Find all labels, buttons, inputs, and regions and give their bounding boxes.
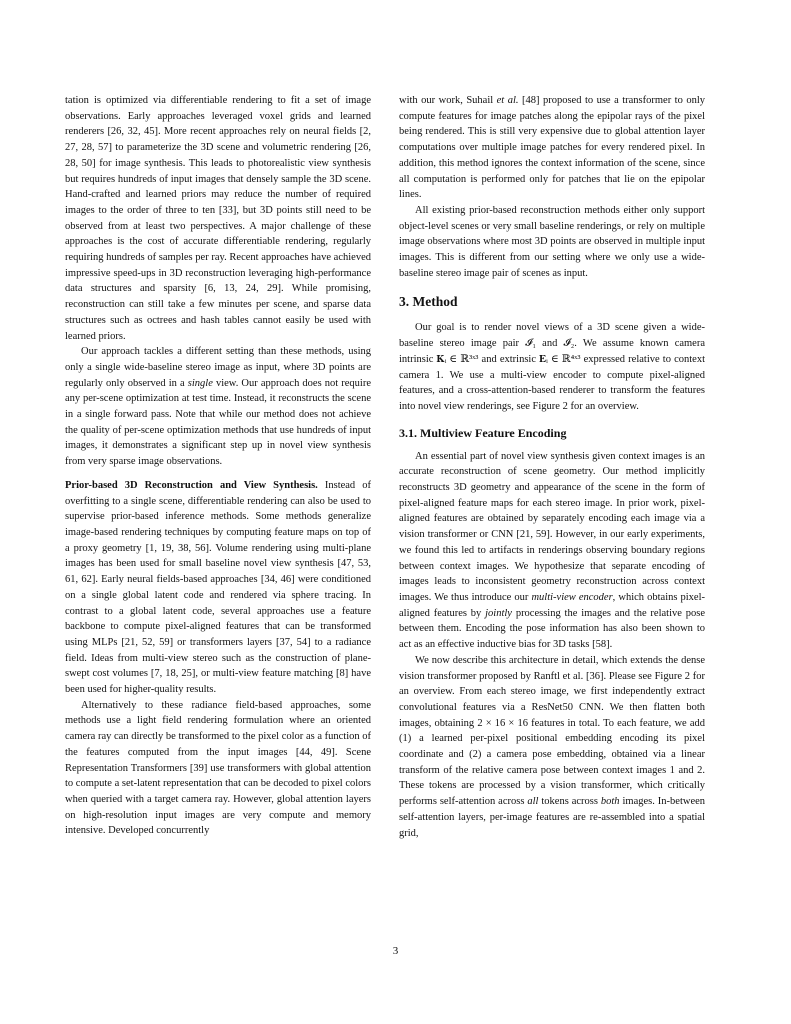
section-title: 3. Method — [399, 294, 458, 310]
paragraph: Prior-based 3D Reconstruction and View Synthesis. Instead of overfitting to a single scene, differentiable rendering can also be used to supervise prior-based inference methods. Some methods generalize image-based rendering techniques by computing feature maps on top of a proxy geometry [1, 19, 38, 56]. Volume rendering using multi-plane images has been used for small baseline novel view synthesis [47, 53, 61, 62]. Early neural fields-based approaches [34, 46] were conditioned on a single global latent code and rendered via sphere tracing. In contrast to a global latent code, several approaches use a feature backbone to compute pixel-aligned features that can be transformed using MLPs [21, 52, 59] or transformers layers [37, 54] to a radiance field. Ideas from multi-view stereo such as the construction of plane-swept cost volumes [7, 18, 25], or multi-view feature matching [8] have been used for higher-quality results. — [65, 479, 371, 696]
paragraph: tation is optimized via differentiable rendering to fit a set of image observations. Early approaches leveraged voxel grids and learned renderers [26, 32, 45]. More recent approaches rely on neural fields [2, 27, 28, 57] to parameterize the 3D scene and volumetric rendering [26, 28, 50] for image synthesis. This leads to photorealistic view synthesis but requires hundreds of input images that densely sample the 3D scene. Hand-crafted and learned priors may reduce the number of required images to the order of three to ten [33], but 3D points still need to be observed from at least two perspectives. A major challenge of these approaches is the cost of accurate differentiable rendering, regularly requiring hundreds of samples per ray. Recent approaches have achieved impressive speed-ups in 3D reconstruction leveraging high-performance data structures and sparsity [6, 13, 24, 29]. While promising, reconstruction can still take a few minutes per scene, and sparse data structures such as octrees and hash tables cannot easily be used with learned priors. — [65, 95, 371, 342]
right-column — [399, 93, 705, 841]
paragraph-heading: Prior-based 3D Reconstruction and View Synthesis. — [65, 479, 318, 491]
left-column — [65, 93, 371, 839]
page-number: 3 — [392, 945, 399, 957]
paragraph: We now describe this architecture in detail, which extends the dense vision transformer proposed by Ranftl et al. [36]. Please see Figure 2 for an overview. From each stereo image, we first independently extract convolutional features via a ResNet50 CNN. We then flatten both images, obtaining 2 × 16 × 16 features in total. To each feature, we add (1) a learned per-pixel positional embedding encoding its pixel coordinate and (2) a camera pose embedding, obtained via a linear transform of the relative camera pose between context images 1 and 2. These tokens are processed by a vision transformer, which critically performs self-attention across all tokens across both images. In-between self-attention layers, per-image features are re-assembled into a spatial grid, — [399, 654, 706, 839]
paragraph: An essential part of novel view synthesis given context images is an accurate reconstruction of scene geometry. Our method implicitly reconstructs 3D geometry and appearance of the scene in the form of pixel-aligned feature maps for each stereo image. In prior work, pixel-aligned features are obtained by separately encoding each image via a vision transformer or CNN [21, 59]. However, in our early experiments, we found this led to artifacts in renderings observing boundary regions between context images. We hypothesize that separate encoding of images leads to inconsistent geometry reconstruction across context images. We thus introduce our multi-view encoder, which obtains pixel-aligned features by jointly processing the images and the relative pose between them. Encoding the pose information has also been shown to act as an effective inductive bias for 3D tasks [58]. — [399, 450, 706, 651]
paragraph: with our work, Suhail et al. [48] proposed to use a transformer to only compute features for image patches along the epipolar rays of the pixel being rendered. This is still very expensive due to global attention layer computations over multiple image patches for every rendered pixel. In addition, this method ignores the context information of the scene, since all computation is performed only for patches that lie on the epipolar lines. — [399, 95, 705, 201]
paragraph: Our approach tackles a different setting than these methods, using only a single wide-baseline stereo image as input, where 3D points are regularly only observed in a single view. Our approach does not require any per-scene optimization at test time. Instead, it reconstructs the scene in a single forward pass. Note that while our method does not achieve the quality of per-scene optimization methods that use hundreds of input images, it demonstrates a significant step up in novel view synthesis from very sparse image observations. — [65, 346, 372, 468]
subsection-title: 3.1. Multiview Feature Encoding — [399, 425, 567, 440]
paragraph: Our goal is to render novel views of a 3D scene given a wide-baseline stereo image pair 𝓘₁ and 𝓘₂. We assume known camera intrinsic 𝐊ᵢ ∈ ℝ³ˣ³ and extrinsic 𝐄ᵢ ∈ ℝ⁴ˣ³ expressed relative to context camera 1. We use a multi-view encoder to compute pixel-aligned features, and a cross-attention-based renderer to transform the features into novel view renderings, see Figure 2 for an overview. — [399, 322, 705, 412]
paragraph: All existing prior-based reconstruction methods either only support object-level scenes or very small baseline renderings, or rely on multiple image observations where most 3D points are observed in multiple input images. This is different from our setting where we only use a wide-baseline stereo image pair of scenes as input. — [399, 204, 705, 279]
paragraph: Alternatively to these radiance field-based approaches, some methods use a light field rendering formulation where an oriented camera ray can directly be transformed to the pixel color as a function of the features computed from the input images [44, 49]. Scene Representation Transformers [39] use transformers with global attention to compute a set-latent representation that can be decoded to pixel colors when queried with a target camera ray. However, global attention layers on high-resolution input images are very compute and memory intensive. Developed concurrently — [65, 699, 371, 837]
